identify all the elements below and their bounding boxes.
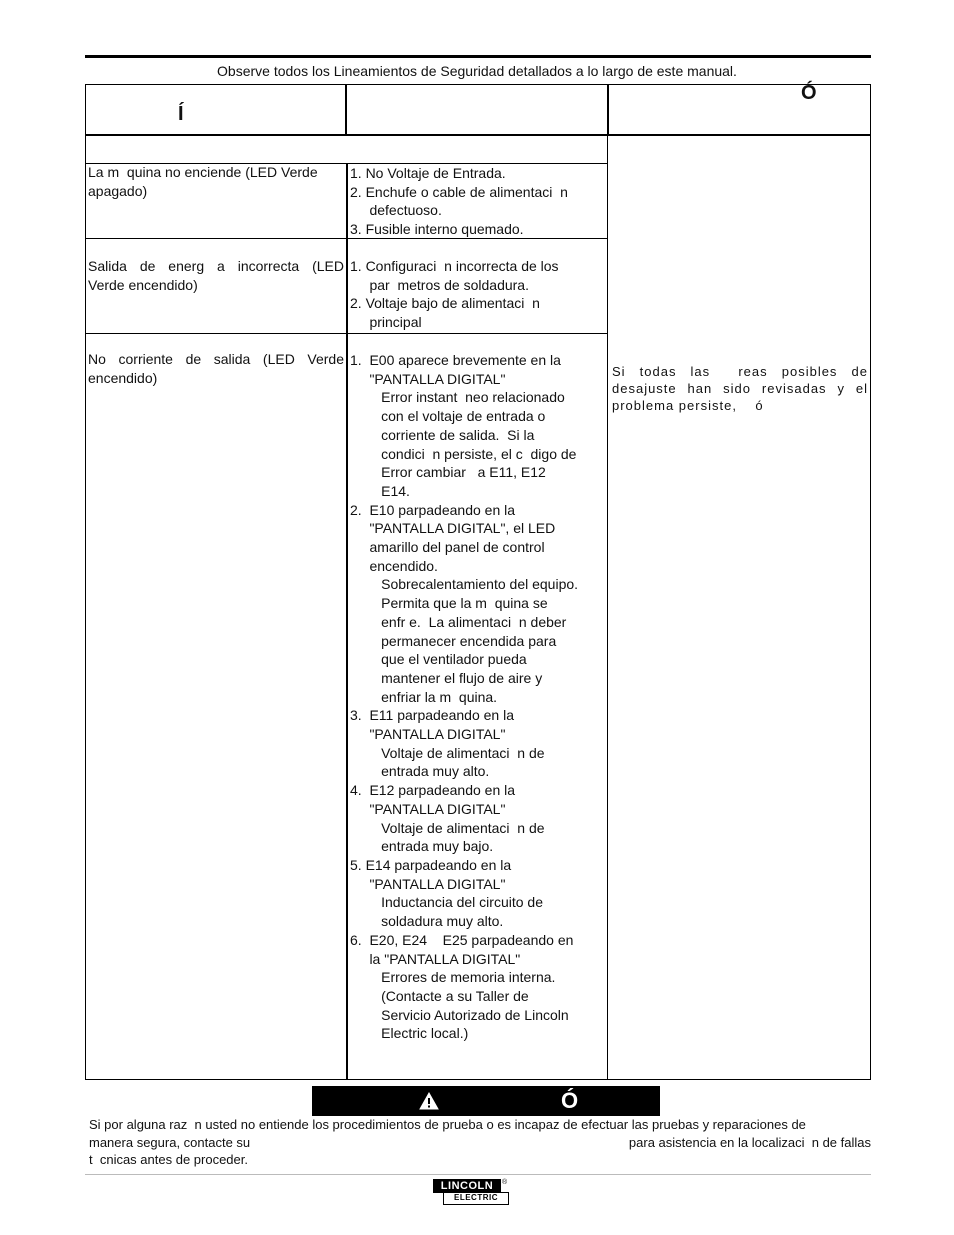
cause-line: "PANTALLA DIGITAL" [350,800,506,817]
problem-line: Salida de energ a incorrecta (LED [88,258,344,274]
cause-line: con el voltaje de entrada o [350,408,546,425]
cause-line: enfr e. La alimentaci n deber [350,613,567,630]
cause-line: Voltaje de alimentaci n de [350,819,545,836]
cause-line: la "PANTALLA DIGITAL" [350,950,521,967]
cause-line: "PANTALLA DIGITAL", el LED [350,520,556,537]
caution-line-2-right: para asistencia en la localizaci n de fallas [628,1135,871,1150]
body-separator-1 [346,163,348,1080]
cause-line: entrada muy alto. [350,763,490,780]
action-line: problema persiste, ó [612,398,764,413]
cause-line: Error cambiar a E11, E12 [350,464,546,481]
cause-line: condici n persiste, el c digo de [350,445,577,462]
cause-line: 3. E11 parpadeando en la [350,707,514,724]
cause-line: Inductancia del circuito de [350,894,543,911]
top-rule [85,55,871,58]
cause-line: Permita que la m quina se [350,595,548,612]
body-separator-2 [607,136,608,1080]
cause-line: soldadura muy alto. [350,913,504,930]
cause-line: Voltaje de alimentaci n de [350,744,545,761]
problem-line: apagado) [88,182,148,199]
cause-line: par metros de soldadura. [350,276,529,293]
cause-line: mantener el flujo de aire y [350,669,543,686]
header-separator-1 [345,84,347,136]
cause-line: 2. Enchufe o cable de alimentaci n [350,183,568,200]
row1-problem [88,163,344,200]
cause-line: permanecer encendida para [350,632,557,649]
logo-top: LINCOLN [433,1179,501,1193]
cause-line: 1. No Voltaje de Entrada. [350,165,506,181]
cause-line: "PANTALLA DIGITAL" [350,875,506,892]
header-divider [85,134,871,136]
problem-line: Verde encendido) [88,276,198,293]
row3-causes [350,351,606,1043]
footer-rule [85,1174,871,1175]
row3-problem [88,350,344,387]
action-line: desajuste han sido revisadas y el [612,381,868,396]
caution-line-1: Si por alguna raz n usted no entiende los procedimientos de prueba o es incapaz de efectuar las pruebas y reparaciones de [89,1117,806,1132]
cause-line: defectuoso. [350,202,442,219]
header-cell-action: Ó [801,82,817,104]
caution-line-2-left: manera segura, contacte su [89,1135,251,1150]
cause-line: (Contacte a su Taller de [350,987,529,1004]
cause-line: "PANTALLA DIGITAL" [350,370,506,387]
cause-line: 5. E14 parpadeando en la [350,856,512,873]
cause-line: enfriar la m quina. [350,688,498,705]
caution-banner [312,1086,660,1116]
safety-note: Observe todos los Lineamientos de Seguridad detallados a lo largo de este manual. [217,63,737,79]
cause-line: 4. E12 parpadeando en la [350,782,516,799]
cause-line: encendido. [350,557,438,574]
cause-line: "PANTALLA DIGITAL" [350,726,506,743]
problem-line: No corriente de salida (LED Verde [88,351,344,367]
cause-line: 2. Voltaje bajo de alimentaci n [350,295,540,312]
header-cell-problems: Í [178,103,184,125]
cause-line: 2. E10 parpadeando en la [350,501,516,518]
cause-line: Error instant neo relacionado [350,389,565,406]
cause-line: principal [350,314,422,331]
cause-line: 1. Configuraci n incorrecta de los [350,258,559,274]
cause-line: Sobrecalentamiento del equipo. [350,576,579,593]
row1-causes [350,164,606,239]
problem-line: encendido) [88,369,158,386]
row2-problem [88,257,344,294]
logo-mark: ® [502,1179,508,1186]
row2-causes [350,257,606,332]
cause-line: E14. [350,482,410,499]
row-divider-2 [85,333,608,334]
cause-line: entrada muy bajo. [350,838,494,855]
cause-line: corriente de salida. Si la [350,426,535,443]
lincoln-electric-logo [433,1179,511,1207]
header-separator-2 [607,84,609,136]
recommended-action [612,363,868,414]
cause-line: Servicio Autorizado de Lincoln [350,1006,569,1023]
caution-banner-text: Ó [561,1088,579,1113]
cause-line: Errores de memoria interna. [350,969,556,986]
cause-line: 1. E00 aparece brevemente en la [350,352,561,368]
problem-line: La m quina no enciende (LED Verde [88,164,318,180]
cause-line: 3. Fusible interno quemado. [350,221,524,238]
cause-line: amarillo del panel de control [350,539,545,556]
caution-line-3: t cnicas antes de proceder. [89,1152,248,1167]
warning-triangle-icon [419,1092,439,1110]
cause-line: Electric local.) [350,1025,469,1042]
logo-bottom: ELECTRIC [443,1192,509,1205]
action-line: Si todas las reas posibles de [612,364,868,379]
cause-line: 6. E20, E24 E25 parpadeando en [350,931,574,948]
cause-line: que el ventilador pueda [350,651,527,668]
